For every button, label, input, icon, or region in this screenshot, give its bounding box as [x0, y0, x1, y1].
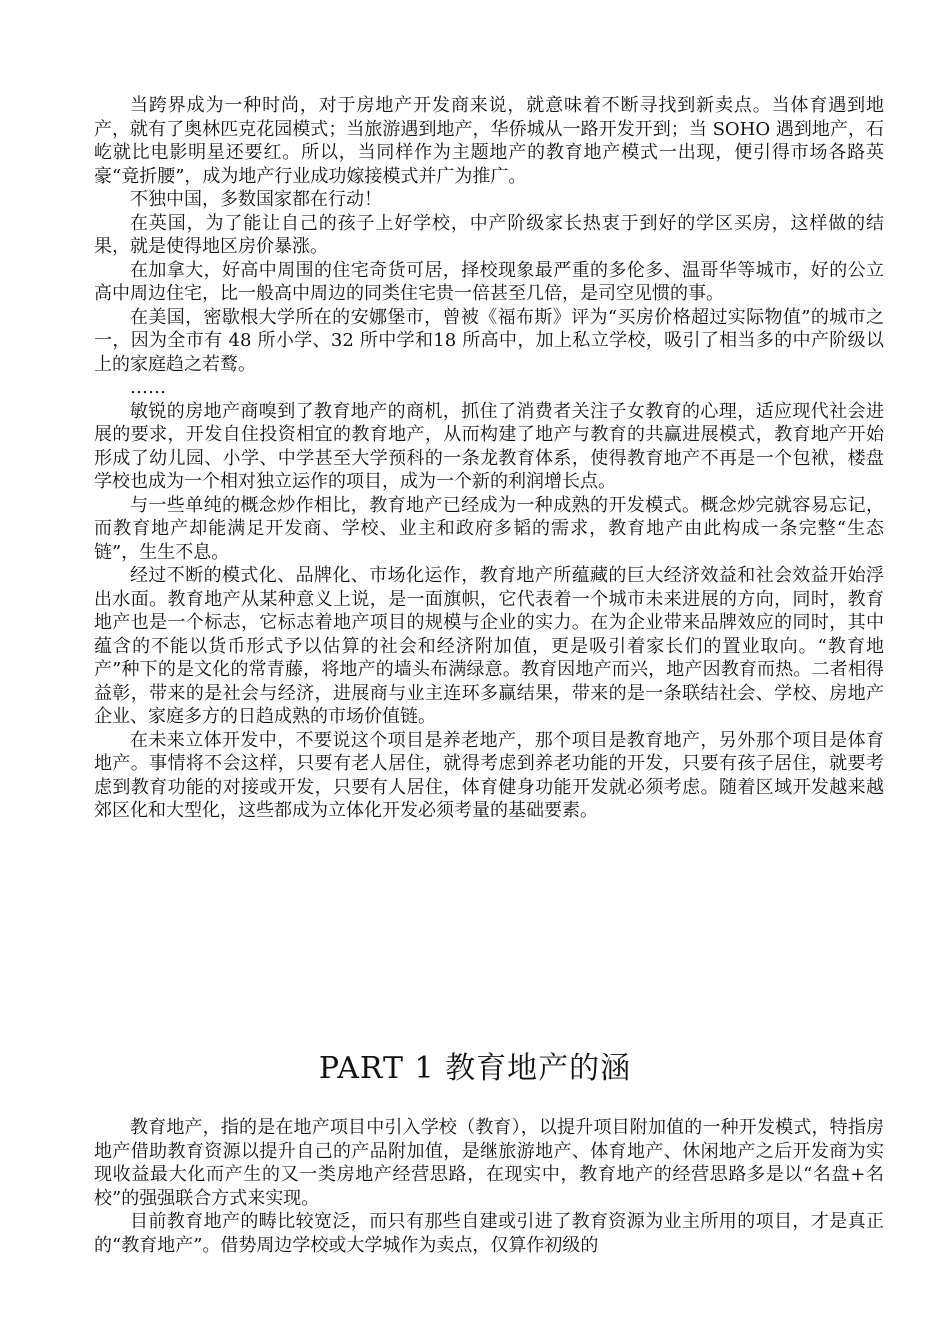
paragraph: 敏锐的房地产商嗅到了教育地产的商机，抓住了消费者关注子女教育的心理，适应现代社会进展的要求，开发自住投资相宜的教育地产，从而构建了地产与教育的共赢进展模式，教育地产开始形成了幼儿园、小学、中学甚至大学预科的一条龙教育体系，使得教育地产不再是一个包袱，楼盘学校也成为一个相对独立运作的项目，成为一个新的利润增长点。: [94, 400, 884, 492]
paragraph: 与一些单纯的概念炒作相比，教育地产已经成为一种成熟的开发模式。概念炒完就容易忘记，而教育地产却能满足开发商、学校、业主和政府多韬的需求，教育地产由此构成一条完整“生态链”，生生不息。: [94, 494, 884, 563]
paragraph: 在未来立体开发中，不要说这个项目是养老地产，那个项目是教育地产，另外那个项目是体育地产。事情将不会这样，只要有老人居住，就得考虑到养老功能的开发，只要有孩子居住，就要考虑到教育功能的对接或开发，只要有人居住，体育健身功能开发就必须考虑。随着区域开发越来越郊区化和大型化，这些都成为立体化开发必须考量的基础要素。: [94, 729, 884, 821]
paragraph: 当跨界成为一种时尚，对于房地产开发商来说，就意味着不断寻找到新卖点。当体育遇到地产，就有了奥林匹克花园模式；当旅游遇到地产，华侨城从一路开发开到；当 SOHO 遇到地产，石屹就比电影明星还要红。所以，当同样作为主题地产的教育地产模式一出现，便引得市场各路英豪“竟折腰”，成为地产行业成功嫁接模式并广为推广。: [94, 95, 884, 187]
paragraph: 经过不断的模式化、品牌化、市场化运作，教育地产所蕴藏的巨大经济效益和社会效益开始浮出水面。教育地产从某种意义上说，是一面旗帜，它代表着一个城市未来进展的方向，同时，教育地产也是一个标志，它标志着地产项目的规模与企业的实力。在为企业带来品牌效应的同时，其中蕴含的不能以货币形式予以估算的社会和经济附加值，更是吸引着家长们的置业取向。“教育地产”种下的是文化的常青藤，将地产的墙头布满绿意。教育因地产而兴，地产因教育而热。二者相得益彰，带来的是社会与经济，进展商与业主连环多赢结果，带来的是一条联结社会、学校、房地产企业、家庭多方的日趋成熟的市场价值链。: [94, 565, 884, 727]
body-text-top: [94, 94, 884, 823]
paragraph-ellipsis: ……: [130, 377, 166, 398]
paragraph: 在英国，为了能让自己的孩子上好学校，中产阶级家长热衷于到好的学区买房，这样做的结果，就是使得地区房价暴涨。: [94, 212, 884, 257]
paragraph: 在加拿大，好高中周围的住宅奇货可居，择校现象最严重的多伦多、温哥华等城市，好的公立高中周边住宅，比一般高中周边的同类住宅贵一倍甚至几倍，是司空见惯的事。: [94, 259, 884, 304]
paragraph: 不独中国，多数国家都在行动！: [130, 189, 382, 210]
paragraph: 在美国，密歇根大学所在的安娜堡市，曾被《福布斯》评为“买房价格超过实际物值”的城市之一，因为全市有 48 所小学、32 所中学和18 所高中，加上私立学校，吸引了相当多的中产阶级以上的家庭趋之若鹜。: [94, 306, 884, 375]
paragraph: 教育地产，指的是在地产项目中引入学校（教育），以提升项目附加值的一种开发模式，特指房地产借助教育资源以提升自己的产品附加值，是继旅游地产、体育地产、休闲地产之后开发商为实现收益最大化而产生的又一类房地产经营思路，在现实中，教育地产的经营思路多是以“名盘+名校”的强强联合方式来实现。: [94, 1117, 884, 1209]
paragraph: 目前教育地产的畴比较宽泛，而只有那些自建或引进了教育资源为业主所用的项目，才是真正的“教育地产”。借势周边学校或大学城作为卖点，仅算作初级的: [94, 1211, 884, 1256]
section-title: PART 1 教育地产的涵: [318, 1051, 632, 1086]
body-text-bottom: [94, 1116, 884, 1257]
